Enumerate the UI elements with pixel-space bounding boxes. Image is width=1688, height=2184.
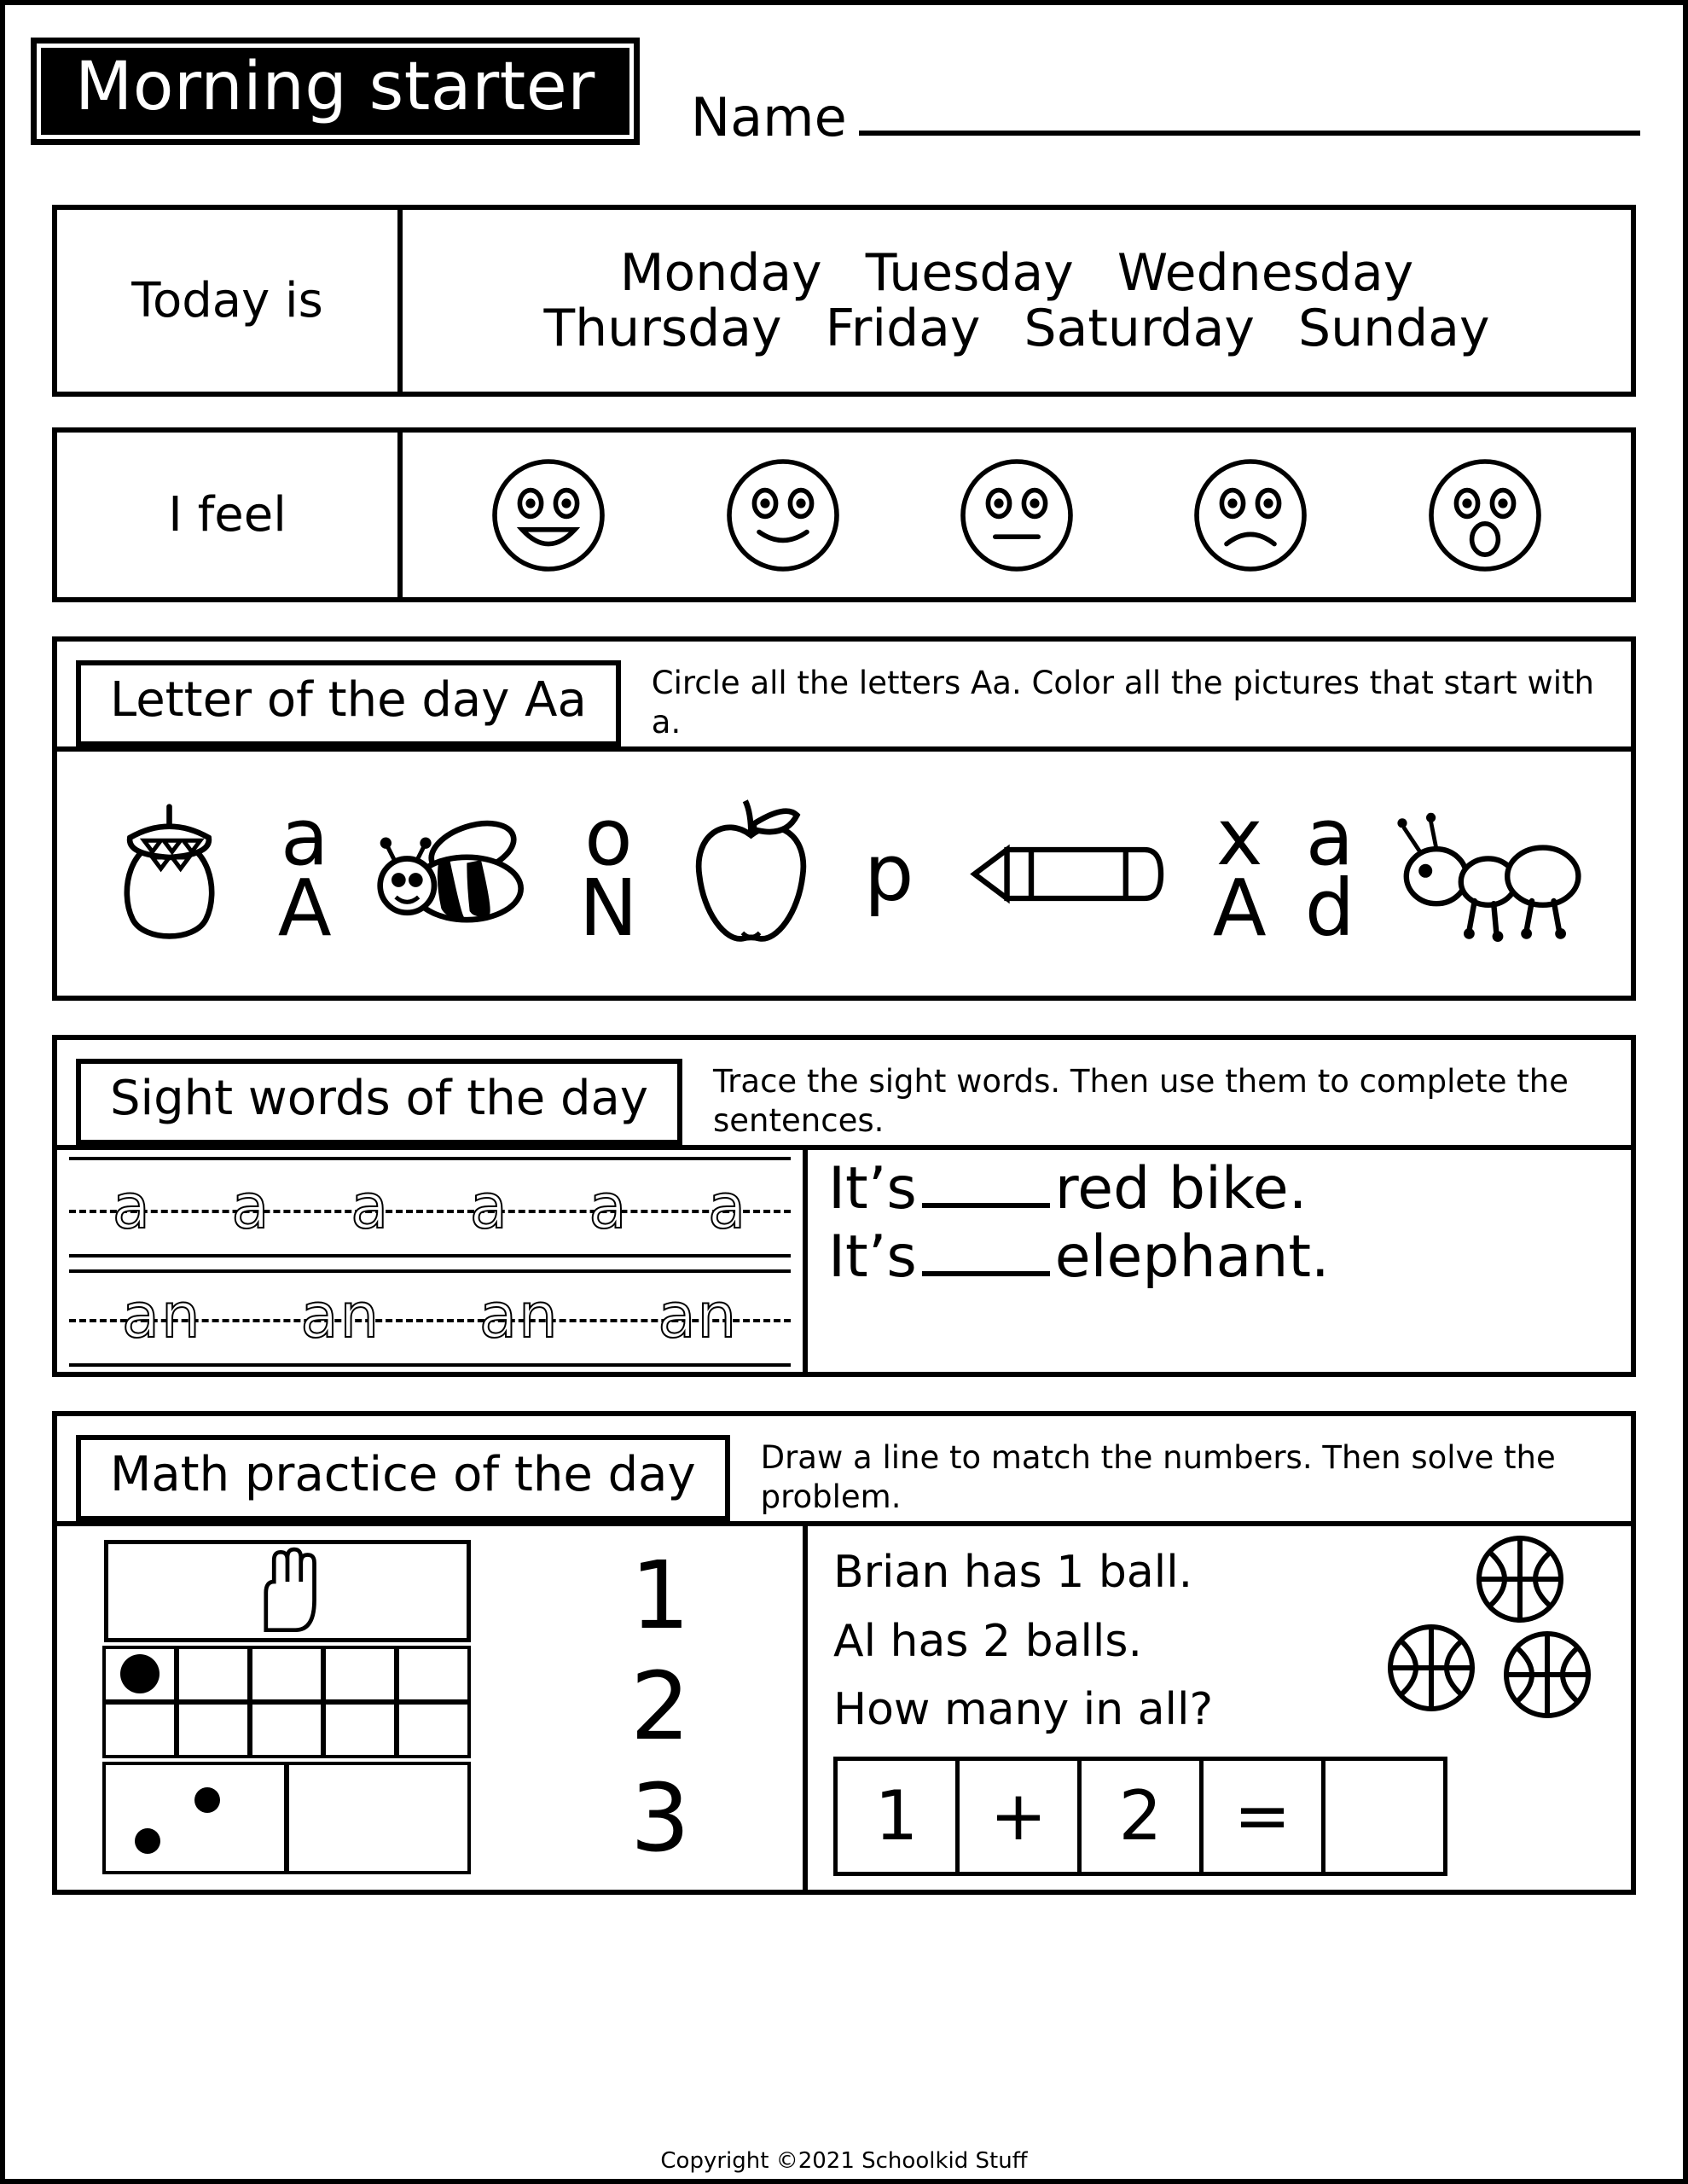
- numeral-2[interactable]: 2: [630, 1652, 690, 1762]
- letter-lowercase-d[interactable]: d: [1304, 863, 1355, 954]
- day-saturday[interactable]: Saturday: [1024, 298, 1255, 358]
- i-feel-row: [52, 427, 1636, 602]
- sentence-1-after: red bike.: [1054, 1155, 1308, 1223]
- matching-area: [57, 1526, 808, 1890]
- title-box: [31, 38, 640, 145]
- trace-word[interactable]: an: [121, 1280, 202, 1351]
- sentences-area: [808, 1150, 1631, 1372]
- i-feel-label: I feel: [57, 433, 403, 597]
- happy-face-icon[interactable]: [489, 456, 608, 575]
- day-thursday[interactable]: Thursday: [543, 298, 782, 358]
- page-title: Morning starter: [41, 48, 629, 135]
- sentence-2: [828, 1223, 1617, 1292]
- letter-lowercase-o[interactable]: o: [584, 792, 633, 884]
- numeral-3[interactable]: 3: [630, 1763, 690, 1873]
- sad-face-icon[interactable]: [1191, 456, 1310, 575]
- trace-letter[interactable]: a: [589, 1170, 629, 1242]
- ten-frame-dot: [120, 1654, 160, 1693]
- trace-word[interactable]: an: [658, 1280, 739, 1351]
- word-problem-area: [808, 1526, 1631, 1890]
- domino-dot: [194, 1787, 220, 1813]
- page-header: [5, 5, 1683, 167]
- acorn-icon[interactable]: [99, 793, 240, 955]
- word-problem-line-1: Brian has 1 ball.: [833, 1547, 1193, 1598]
- trace-letter[interactable]: a: [351, 1170, 391, 1242]
- equation-row: [833, 1757, 1447, 1876]
- hand-three-fingers-card[interactable]: [104, 1540, 471, 1642]
- domino-card[interactable]: [104, 1763, 471, 1874]
- letter-pair-a-d: [1304, 792, 1355, 954]
- letter-pair-o-N: [578, 792, 638, 954]
- letter-uppercase-a-2[interactable]: A: [1212, 863, 1267, 954]
- name-label: Name: [690, 86, 847, 148]
- trace-word[interactable]: an: [479, 1280, 560, 1351]
- days-options: [403, 210, 1631, 392]
- sentence-2-before: It’s: [828, 1223, 917, 1292]
- equation-operand-2: 2: [1082, 1761, 1204, 1872]
- ant-icon[interactable]: [1393, 805, 1589, 942]
- letter-lowercase-p[interactable]: p: [864, 827, 914, 919]
- surprised-face-icon[interactable]: [1425, 456, 1545, 575]
- letter-lowercase-a-2[interactable]: a: [1305, 792, 1354, 884]
- hand-icon: [247, 1547, 328, 1635]
- day-tuesday[interactable]: Tuesday: [865, 242, 1074, 303]
- ten-frame-card[interactable]: [104, 1647, 471, 1758]
- letter-activity-strip: [57, 746, 1631, 996]
- equation-plus-sign: +: [960, 1761, 1082, 1872]
- numeral-1[interactable]: 1: [630, 1540, 690, 1650]
- equation-operand-1: 1: [838, 1761, 960, 1872]
- today-is-label: Today is: [57, 210, 403, 392]
- sight-words-section: [52, 1035, 1636, 1377]
- footer-copyright: Copyright ©2021 Schoolkid Stuff: [660, 2148, 1028, 2174]
- basketball-group-icon: [1349, 1535, 1605, 1731]
- sentence-2-after: elephant.: [1054, 1223, 1330, 1292]
- numeral-column: [518, 1540, 803, 1874]
- word-problem-line-2: Al has 2 balls.: [833, 1615, 1142, 1667]
- trace-letter[interactable]: a: [469, 1170, 509, 1242]
- day-friday[interactable]: Friday: [825, 298, 981, 358]
- equation-answer-box[interactable]: [1325, 1761, 1443, 1872]
- sentence-1-before: It’s: [828, 1155, 917, 1223]
- trace-row-an[interactable]: [57, 1264, 803, 1372]
- trace-word[interactable]: an: [300, 1280, 381, 1351]
- today-is-row: [52, 205, 1636, 397]
- letter-lowercase-x[interactable]: x: [1215, 792, 1263, 884]
- sight-words-instructions: Trace the sight words. Then use them to complete the sentences.: [713, 1063, 1569, 1140]
- sentence-2-blank[interactable]: [922, 1230, 1050, 1276]
- name-field-group: [691, 86, 1683, 148]
- math-practice-tab: Math practice of the day: [76, 1435, 730, 1521]
- sentence-1: [828, 1155, 1617, 1223]
- letter-p: [864, 827, 914, 919]
- equation-equals-sign: =: [1204, 1761, 1325, 1872]
- math-practice-section: [52, 1411, 1636, 1895]
- day-monday[interactable]: Monday: [619, 242, 822, 303]
- letter-of-the-day-tab: Letter of the day Aa: [76, 660, 621, 746]
- smile-face-icon[interactable]: [723, 456, 843, 575]
- bee-icon[interactable]: [370, 805, 541, 942]
- letter-pair-a-A: [277, 792, 332, 954]
- letter-of-the-day-instructions: Circle all the letters Aa. Color all the pictures that start with a.: [651, 665, 1594, 741]
- sight-words-tab: Sight words of the day: [76, 1059, 682, 1145]
- feeling-faces: [403, 433, 1631, 597]
- tracing-area: [57, 1150, 808, 1372]
- trace-row-a[interactable]: [57, 1153, 803, 1264]
- sentence-1-blank[interactable]: [922, 1162, 1050, 1208]
- word-problem-line-3: How many in all?: [833, 1684, 1214, 1736]
- apple-icon[interactable]: [676, 795, 826, 953]
- crayon-icon[interactable]: [953, 834, 1175, 915]
- name-input-line[interactable]: [859, 131, 1640, 136]
- math-practice-instructions: Draw a line to match the numbers. Then solve the problem.: [760, 1439, 1556, 1516]
- letter-lowercase-a[interactable]: a: [280, 792, 329, 884]
- letter-uppercase-a[interactable]: A: [277, 863, 332, 954]
- neutral-face-icon[interactable]: [957, 456, 1076, 575]
- trace-letter[interactable]: a: [708, 1170, 748, 1242]
- letter-pair-x-A: [1212, 792, 1267, 954]
- domino-dot: [135, 1828, 160, 1854]
- trace-letter[interactable]: a: [112, 1170, 152, 1242]
- letter-uppercase-n[interactable]: N: [578, 863, 638, 954]
- day-wednesday[interactable]: Wednesday: [1117, 242, 1414, 303]
- trace-letter[interactable]: a: [231, 1170, 271, 1242]
- letter-of-the-day-section: [52, 636, 1636, 1001]
- day-sunday[interactable]: Sunday: [1297, 298, 1490, 358]
